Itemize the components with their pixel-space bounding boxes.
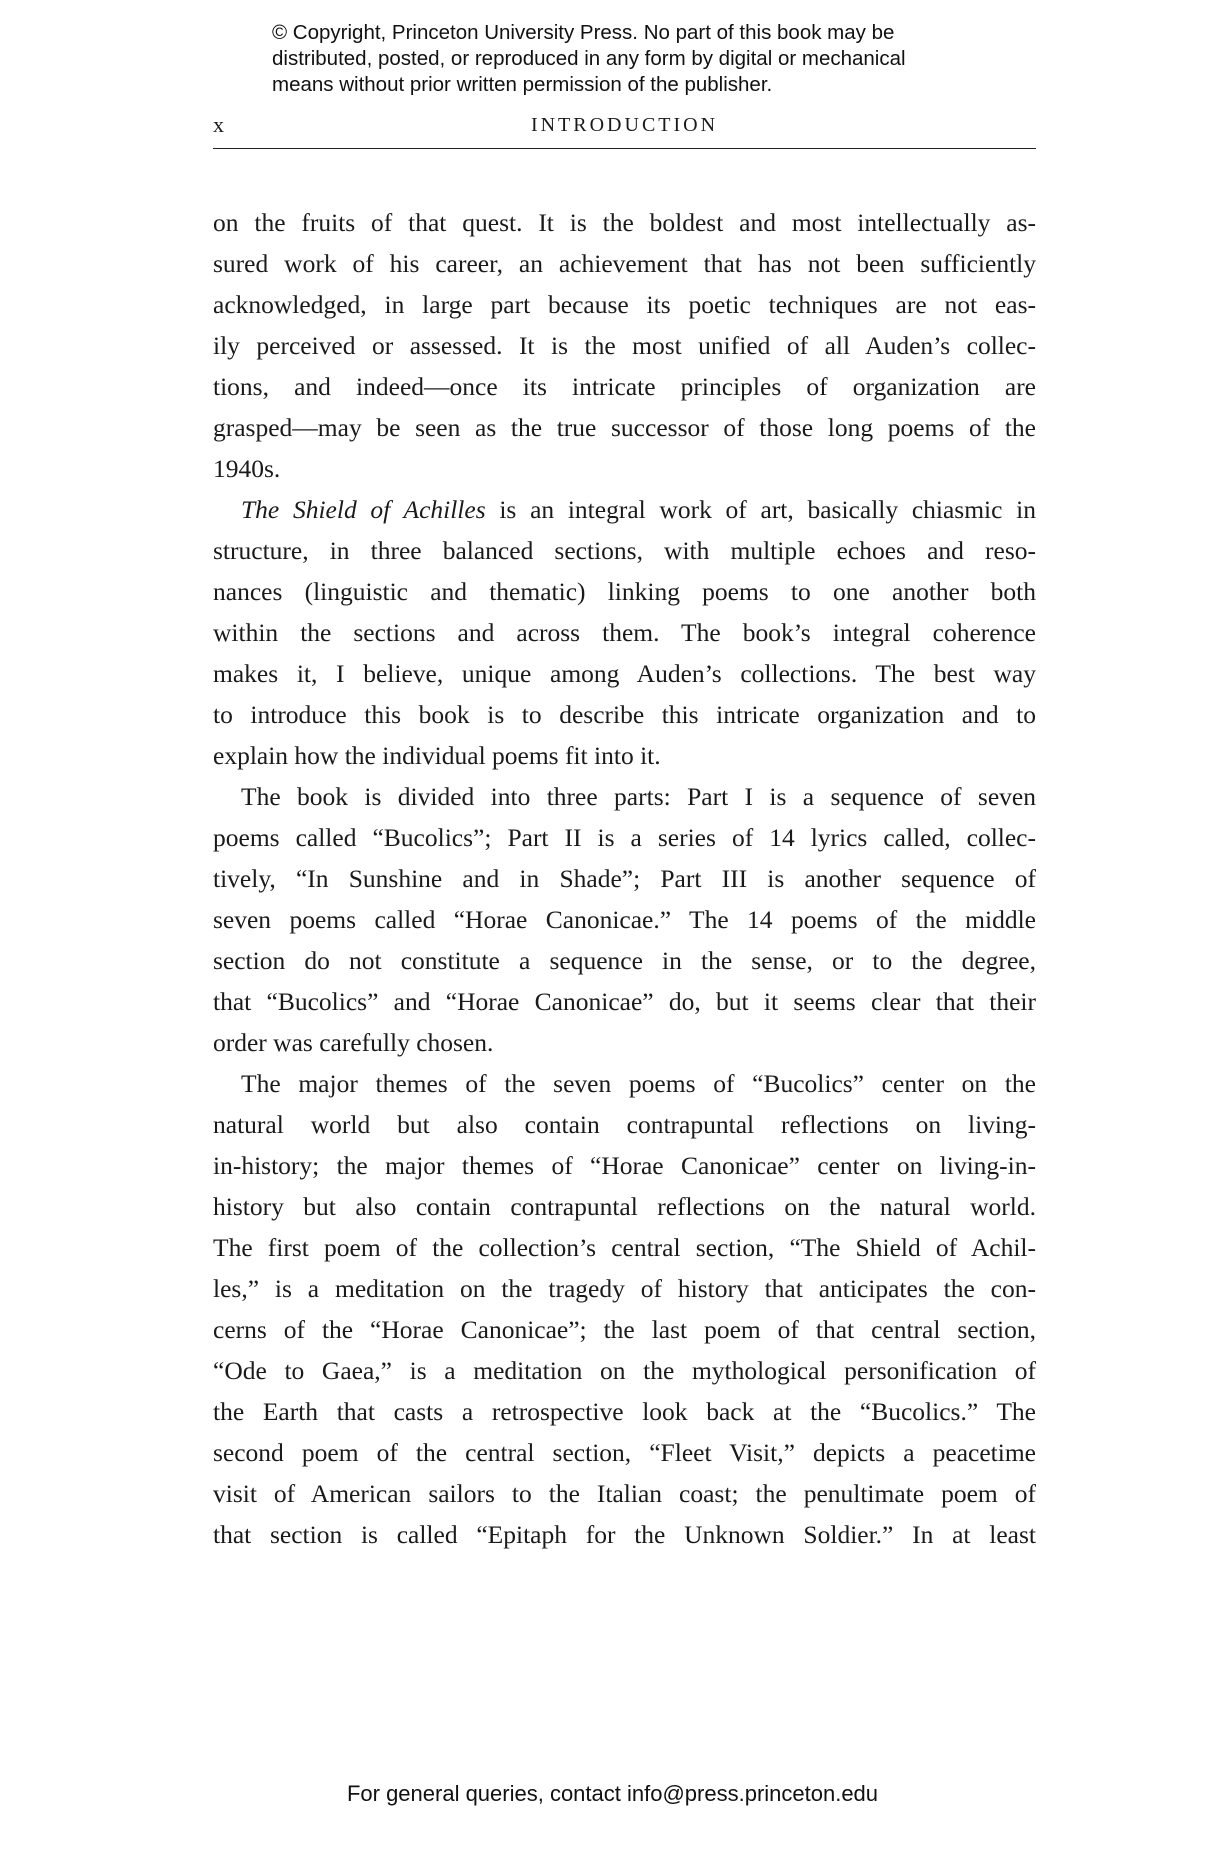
- running-head: [213, 112, 1036, 149]
- text-line: cerns of the “Horae Canonicae”; the last poem of that central section,: [213, 1315, 1036, 1344]
- copyright-line: © Copyright, Princeton University Press. No part of this book may be: [272, 21, 895, 44]
- text-line: [213, 489, 1036, 530]
- text-line: makes it, I believe, unique among Auden’s collections. The best way: [213, 659, 1036, 688]
- text-line: tively, “In Sunshine and in Shade”; Part III is another sequence of: [213, 864, 1036, 893]
- text-line: The major themes of the seven poems of “Bucolics” center on the: [241, 1069, 1036, 1098]
- text-line: The first poem of the collection’s central section, “The Shield of Achil-: [213, 1233, 1036, 1262]
- text-line: The book is divided into three parts: Part I is a sequence of seven: [241, 782, 1036, 811]
- text-line: grasped—may be seen as the true successor of those long poems of the: [213, 413, 1036, 442]
- section-title: INTRODUCTION: [530, 114, 719, 136]
- text-line: second poem of the central section, “Fleet Visit,” depicts a peacetime: [213, 1438, 1036, 1467]
- text-line: that section is called “Epitaph for the Unknown Soldier.” In at least: [213, 1520, 1036, 1549]
- text-line: 1940s.: [213, 454, 281, 483]
- copyright-notice: [272, 20, 1032, 98]
- text-line: explain how the individual poems fit into it.: [213, 741, 661, 770]
- text-line: within the sections and across them. The book’s integral coherence: [213, 618, 1036, 647]
- text-line: ily perceived or assessed. It is the most unified of all Auden’s collec-: [213, 331, 1036, 360]
- text-line-rest: is an integral work of art, basically chiasmic in: [485, 495, 1036, 524]
- text-line: on the fruits of that quest. It is the boldest and most intellectually as-: [213, 208, 1036, 237]
- text-line: seven poems called “Horae Canonicae.” The 14 poems of the middle: [213, 905, 1036, 934]
- text-line: les,” is a meditation on the tragedy of history that anticipates the con-: [213, 1274, 1036, 1303]
- copyright-line: distributed, posted, or reproduced in any form by digital or mechanical: [272, 47, 906, 70]
- body-text: [213, 202, 1036, 1555]
- text-line: the Earth that casts a retrospective look back at the “Bucolics.” The: [213, 1397, 1036, 1426]
- text-line: acknowledged, in large part because its poetic techniques are not eas-: [213, 290, 1036, 319]
- text-line: to introduce this book is to describe this intricate organization and to: [213, 700, 1036, 729]
- page-number: x: [213, 112, 224, 137]
- text-line: visit of American sailors to the Italian coast; the penultimate poem of: [213, 1479, 1036, 1508]
- text-line: section do not constitute a sequence in the sense, or to the degree,: [213, 946, 1036, 975]
- text-line: history but also contain contrapuntal reflections on the natural world.: [213, 1192, 1036, 1221]
- text-line: structure, in three balanced sections, with multiple echoes and reso-: [213, 536, 1036, 565]
- text-line: order was carefully chosen.: [213, 1028, 494, 1057]
- text-line: in-history; the major themes of “Horae Canonicae” center on living-in-: [213, 1151, 1036, 1180]
- book-title: The Shield of Achilles: [241, 495, 486, 524]
- text-line: poems called “Bucolics”; Part II is a series of 14 lyrics called, collec-: [213, 823, 1036, 852]
- text-line: nances (linguistic and thematic) linking poems to one another both: [213, 577, 1036, 606]
- text-line: that “Bucolics” and “Horae Canonicae” do, but it seems clear that their: [213, 987, 1036, 1016]
- text-line: “Ode to Gaea,” is a meditation on the mythological personification of: [213, 1356, 1036, 1385]
- text-line: tions, and indeed—once its intricate principles of organization are: [213, 372, 1036, 401]
- text-line: sured work of his career, an achievement that has not been sufficiently: [213, 249, 1036, 278]
- copyright-line: means without prior written permission of the publisher.: [272, 73, 773, 96]
- text-line: natural world but also contain contrapuntal reflections on living-: [213, 1110, 1036, 1139]
- footer-contact: For general queries, contact info@press.princeton.edu: [346, 1781, 879, 1806]
